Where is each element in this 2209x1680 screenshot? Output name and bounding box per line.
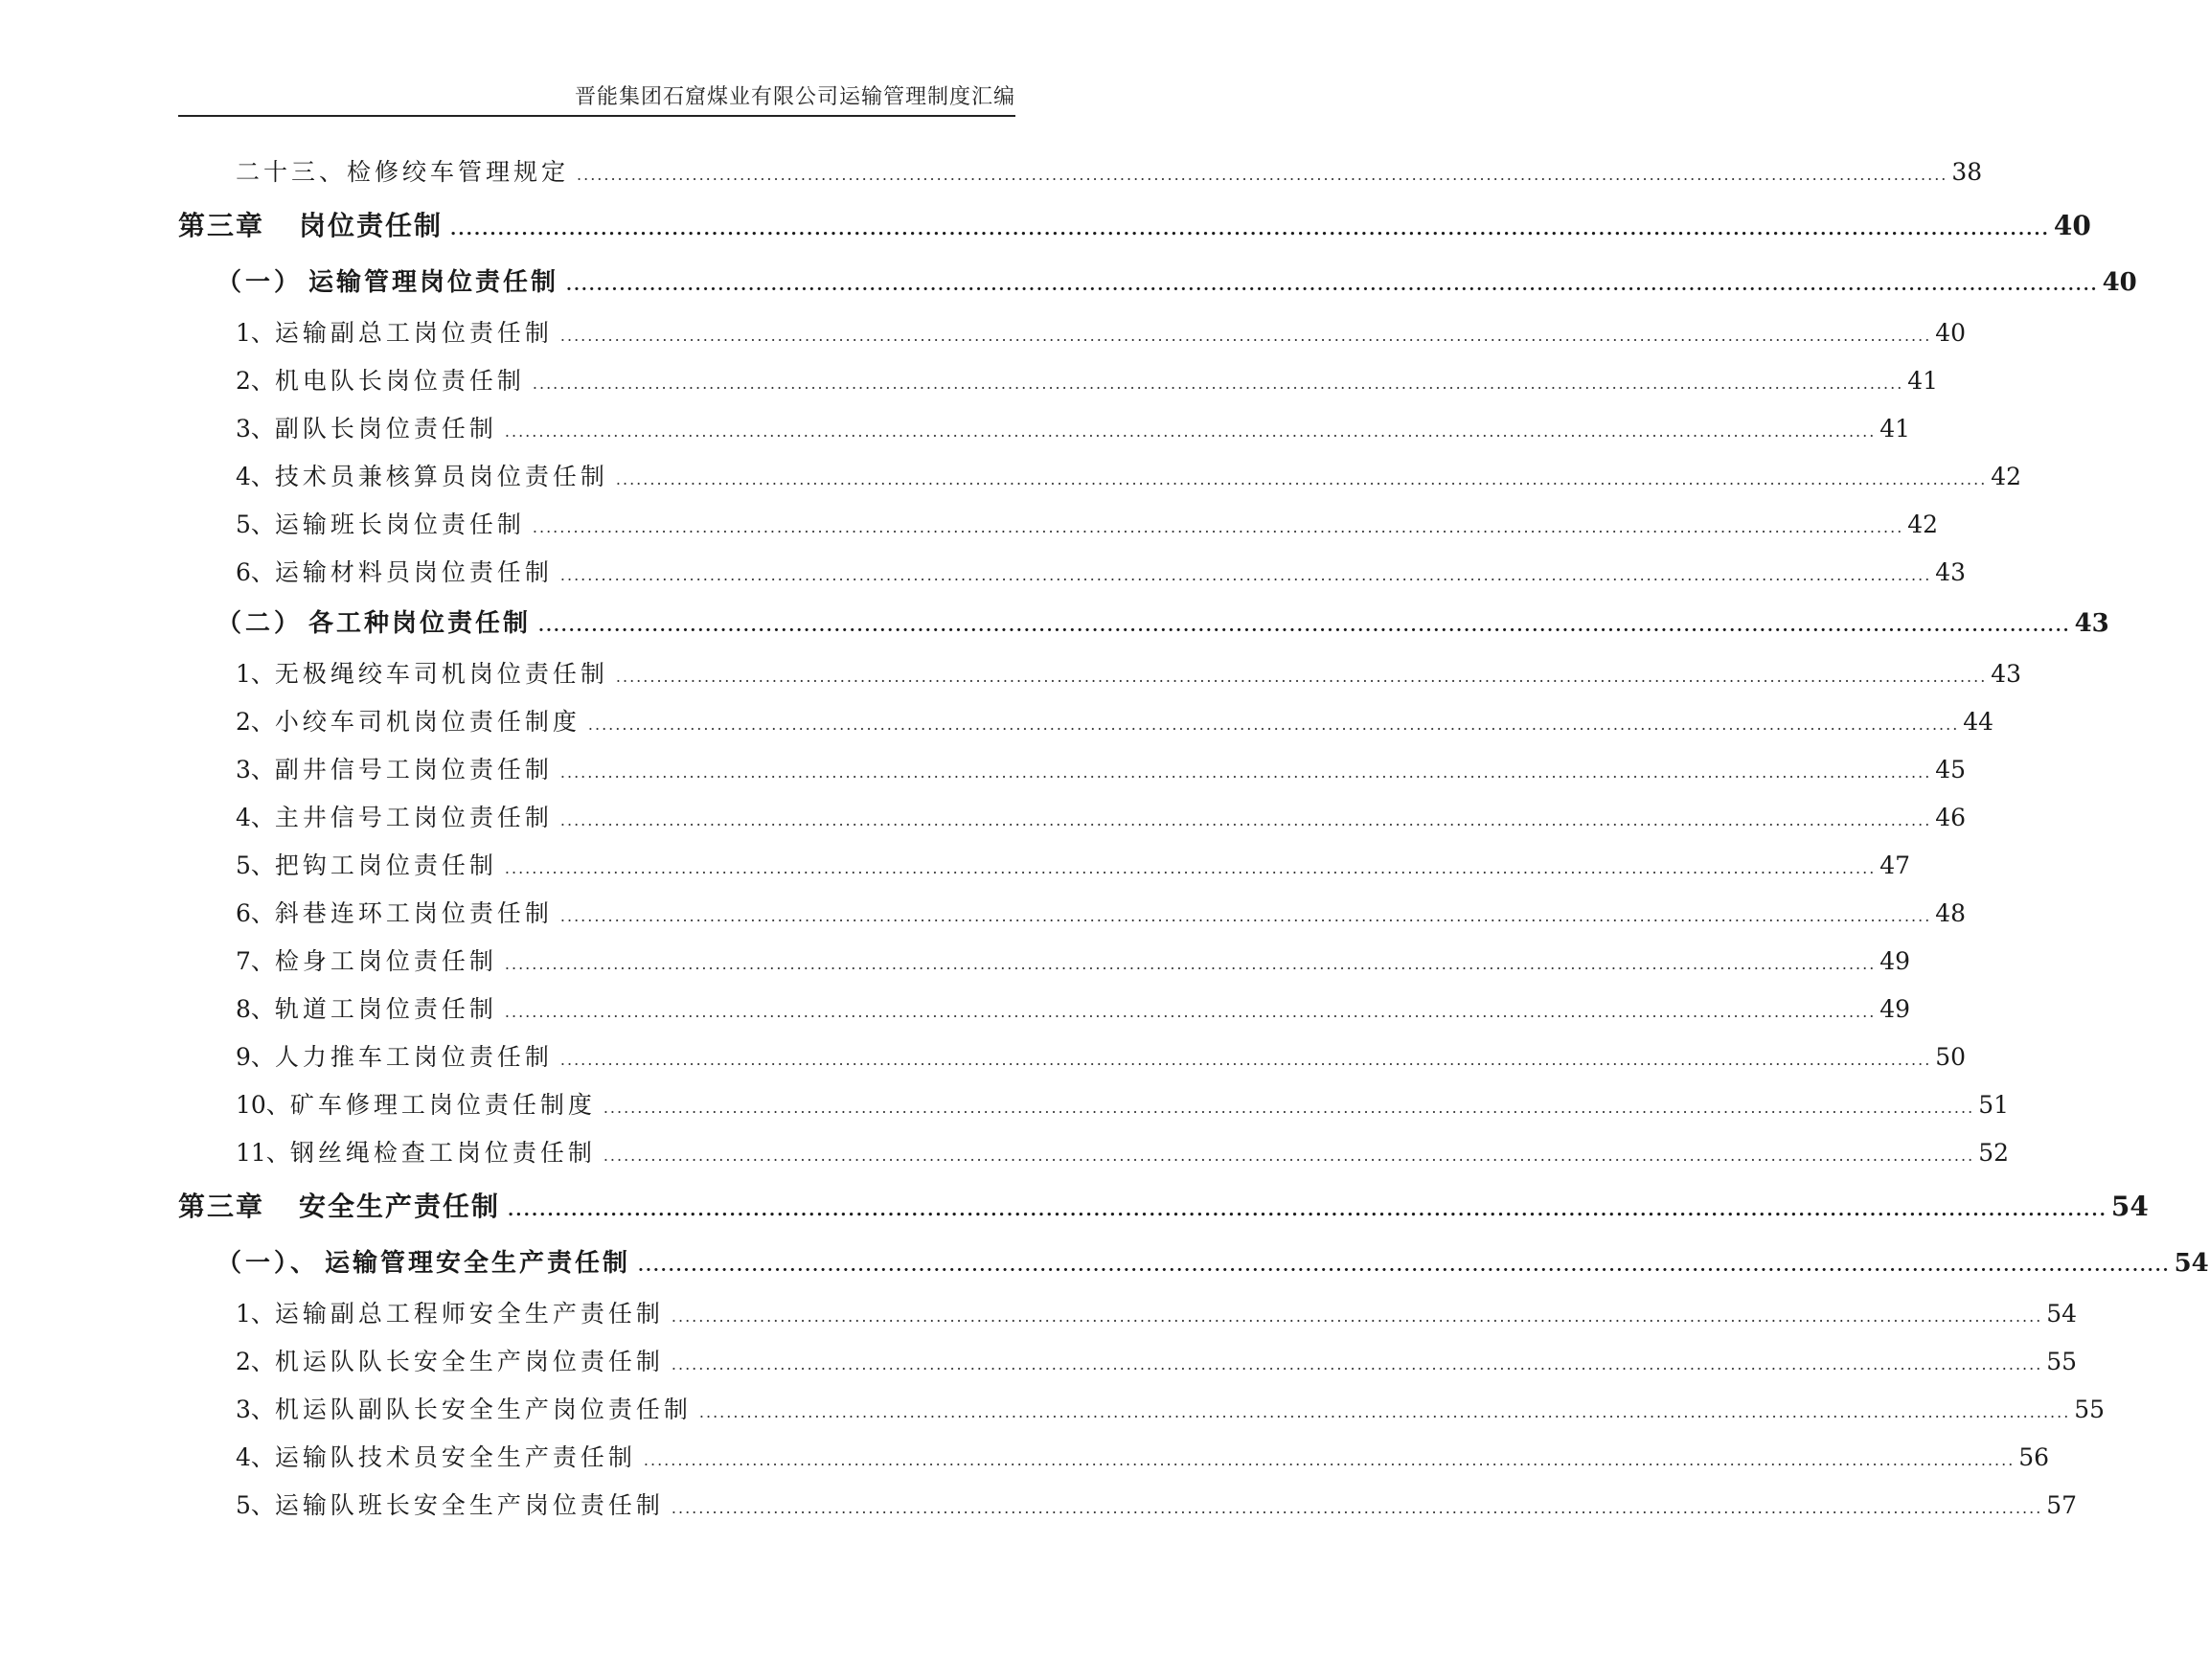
toc-page-number: 41 [1907, 367, 1939, 395]
toc-entry-number: 4、 [236, 1443, 275, 1471]
toc-entry-number: 5、 [236, 1491, 275, 1519]
toc-page-number: 52 [1978, 1139, 2009, 1167]
toc-dot-leader: .......................................................................................................................................................................................................... [603, 1099, 1975, 1117]
toc-entry-title: 运输副总工岗位责任制 [274, 319, 553, 347]
toc-entry-item[interactable] [178, 1386, 2106, 1434]
toc-entry-number: 3、 [236, 1396, 275, 1423]
toc-entry-number: 1、 [236, 1300, 275, 1328]
toc-entry-title: 副队长岗位责任制 [274, 415, 497, 443]
toc-page-number: 40 [1935, 319, 1967, 347]
toc-dot-leader: .......................................................................................................................................................................................................... [638, 1257, 2171, 1276]
toc-entry-title: 运输管理岗位责任制 [308, 268, 559, 297]
toc-dot-leader: .......................................................................................................................................................................................................... [566, 276, 2099, 295]
toc-entry-item[interactable] [178, 1129, 2009, 1177]
toc-entry-item[interactable] [178, 746, 1967, 794]
toc-entry-item[interactable] [178, 405, 1911, 453]
toc-entry-number: 4、 [236, 804, 275, 831]
toc-entry-item[interactable] [178, 148, 1983, 196]
toc-page-number: 43 [1935, 558, 1967, 586]
toc-entry-number: 4、 [236, 463, 275, 490]
toc-dot-leader: .......................................................................................................................................................................................................... [577, 166, 1948, 184]
toc-page-number: 57 [2046, 1491, 2078, 1519]
toc-page-number: 48 [1935, 899, 1967, 927]
toc-page-number: 45 [1935, 756, 1967, 783]
toc-entry-item[interactable] [178, 1338, 2078, 1386]
toc-page-number: 40 [2053, 210, 2091, 241]
toc-entry-number: 1、 [236, 319, 275, 347]
toc-entry-item[interactable] [178, 698, 1994, 746]
toc-entry-number: 8、 [236, 995, 275, 1023]
toc-page-number: 44 [1963, 708, 1994, 736]
toc-entry-title: 安全生产责任制 [299, 1191, 501, 1222]
toc-entry-section[interactable] [178, 256, 2137, 309]
toc-entry-title: 矿车修理工岗位责任制度 [289, 1091, 596, 1119]
toc-entry-title: 运输班长岗位责任制 [274, 511, 525, 538]
toc-dot-leader: .......................................................................................................................................................................................................... [559, 566, 1932, 584]
toc-page-number: 49 [1879, 947, 1911, 975]
toc-entry-number: （一）、 [216, 1249, 320, 1278]
toc-dot-leader: .......................................................................................................................................................................................................... [643, 1451, 2015, 1469]
toc-entry-number: 2、 [236, 708, 275, 736]
toc-entry-title: 运输队技术员安全生产责任制 [274, 1443, 636, 1471]
toc-dot-leader: .......................................................................................................................................................................................................... [504, 955, 1877, 973]
toc-entry-number: 第三章 [178, 1191, 265, 1222]
toc-entry-item[interactable] [178, 842, 1911, 890]
toc-page-number: 51 [1978, 1091, 2009, 1119]
header-title: 晋能集团石窟煤业有限公司运输管理制度汇编 [574, 85, 1015, 109]
toc-entry-title: 无极绳绞车司机岗位责任制 [274, 660, 608, 688]
toc-entry-title: 运输副总工程师安全生产责任制 [274, 1300, 664, 1328]
toc-entry-chapter[interactable] [178, 1177, 2149, 1237]
toc-entry-item[interactable] [178, 1482, 2078, 1530]
toc-entry-number: 5、 [236, 511, 275, 538]
toc-entry-item[interactable] [178, 501, 1939, 549]
toc-entry-item[interactable] [178, 938, 1911, 986]
toc-page-number: 50 [1935, 1043, 1967, 1071]
toc-entry-title: 人力推车工岗位责任制 [274, 1043, 553, 1071]
toc-entry-title: 小绞车司机岗位责任制度 [274, 708, 581, 736]
toc-entry-number: 10、 [236, 1091, 290, 1119]
toc-dot-leader: .......................................................................................................................................................................................................... [508, 1200, 2107, 1220]
toc-entry-number: 5、 [236, 851, 275, 879]
toc-dot-leader: .......................................................................................................................................................................................................... [671, 1307, 2043, 1326]
toc-page-number: 54 [2046, 1300, 2078, 1328]
toc-entry-title: 检身工岗位责任制 [274, 947, 497, 975]
toc-entry-title: 机电队长岗位责任制 [274, 367, 525, 395]
toc-entry-item[interactable] [178, 453, 2022, 501]
toc-entry-item[interactable] [178, 650, 2022, 698]
toc-entry-title: 岗位责任制 [299, 210, 444, 241]
toc-entry-item[interactable] [178, 1290, 2078, 1338]
toc-entry-number: （一） [216, 268, 304, 297]
toc-page-number: 47 [1879, 851, 1911, 879]
toc-entry-item[interactable] [178, 1081, 2009, 1129]
toc-entry-title: 运输管理安全生产责任制 [325, 1249, 631, 1278]
toc-page-number: 46 [1935, 804, 1967, 831]
toc-entry-title: 各工种岗位责任制 [308, 609, 532, 638]
toc-entry-item[interactable] [178, 986, 1911, 1033]
toc-dot-leader: .......................................................................................................................................................................................................... [615, 668, 1988, 686]
toc-dot-leader: .......................................................................................................................................................................................................... [559, 327, 1932, 345]
toc-dot-leader: .......................................................................................................................................................................................................... [532, 375, 1904, 393]
toc-entry-title: 二十三、检修绞车管理规定 [236, 158, 570, 186]
toc-dot-leader: .......................................................................................................................................................................................................... [559, 907, 1932, 925]
toc-dot-leader: .......................................................................................................................................................................................................... [603, 1146, 1975, 1165]
toc-dot-leader: .......................................................................................................................................................................................................... [615, 470, 1988, 488]
toc-entry-number: 第三章 [178, 210, 265, 241]
toc-dot-leader: .......................................................................................................................................................................................................... [450, 219, 2050, 239]
toc-page-number: 55 [2046, 1348, 2078, 1375]
toc-page-number: 42 [1991, 463, 2022, 490]
toc-entry-number: 11、 [236, 1139, 290, 1167]
toc-page-number: 42 [1907, 511, 1939, 538]
toc-entry-item[interactable] [178, 1033, 1967, 1081]
toc-dot-leader: .......................................................................................................................................................................................................... [504, 422, 1877, 441]
toc-dot-leader: .......................................................................................................................................................................................................... [587, 715, 1960, 734]
toc-entry-title: 副井信号工岗位责任制 [274, 756, 553, 783]
toc-page-number: 55 [2074, 1396, 2106, 1423]
toc-entry-title: 主井信号工岗位责任制 [274, 804, 553, 831]
toc-dot-leader: .......................................................................................................................................................................................................... [504, 1003, 1877, 1021]
toc-entry-section[interactable] [178, 597, 2109, 650]
toc-dot-leader: .......................................................................................................................................................................................................... [538, 617, 2071, 636]
toc-entry-title: 把钩工岗位责任制 [274, 851, 497, 879]
toc-entry-title: 技术员兼核算员岗位责任制 [274, 463, 608, 490]
toc-dot-leader: .......................................................................................................................................................................................................... [532, 518, 1904, 536]
toc-page-number: 38 [1951, 158, 1983, 186]
toc-dot-leader: .......................................................................................................................................................................................................... [559, 1051, 1932, 1069]
toc-entry-title: 轨道工岗位责任制 [274, 995, 497, 1023]
toc-entry-title: 运输队班长安全生产岗位责任制 [274, 1491, 664, 1519]
toc-page-number: 56 [2018, 1443, 2050, 1471]
toc-page-number: 40 [2102, 268, 2137, 297]
toc-entry-title: 运输材料员岗位责任制 [274, 558, 553, 586]
toc-entry-number: 6、 [236, 899, 275, 927]
toc-entry-chapter[interactable] [178, 196, 2091, 256]
toc-entry-number: 2、 [236, 367, 275, 395]
toc-entry-number: 2、 [236, 1348, 275, 1375]
toc-dot-leader: .......................................................................................................................................................................................................... [671, 1499, 2043, 1517]
toc-entry-item[interactable] [178, 309, 1967, 357]
toc-page-number: 54 [2110, 1191, 2149, 1222]
toc-entry-item[interactable] [178, 794, 1967, 842]
toc-dot-leader: .......................................................................................................................................................................................................... [698, 1403, 2071, 1421]
toc-entry-number: 1、 [236, 660, 275, 688]
toc-entry-title: 机运队队长安全生产岗位责任制 [274, 1348, 664, 1375]
toc-entry-item[interactable] [178, 1434, 2050, 1482]
toc-page-number: 41 [1879, 415, 1911, 443]
toc-entry-number: 3、 [236, 756, 275, 783]
toc-page-number: 43 [2074, 609, 2109, 638]
toc-dot-leader: .......................................................................................................................................................................................................... [559, 811, 1932, 829]
toc-entry-title: 机运队副队长安全生产岗位责任制 [274, 1396, 692, 1423]
toc-entry-section[interactable] [178, 1237, 2209, 1290]
toc-entry-number: 6、 [236, 558, 275, 586]
table-of-contents [178, 148, 2209, 1530]
toc-entry-item[interactable] [178, 890, 1967, 938]
toc-page-number: 49 [1879, 995, 1911, 1023]
toc-dot-leader: .......................................................................................................................................................................................................... [504, 859, 1877, 877]
page-header [178, 80, 1015, 117]
toc-entry-number: 7、 [236, 947, 275, 975]
toc-entry-title: 斜巷连环工岗位责任制 [274, 899, 553, 927]
toc-entry-number: 9、 [236, 1043, 275, 1071]
toc-entry-item[interactable] [178, 549, 1967, 597]
toc-dot-leader: .......................................................................................................................................................................................................... [671, 1355, 2043, 1374]
toc-entry-number: （二） [216, 609, 304, 638]
toc-entry-number: 3、 [236, 415, 275, 443]
toc-page-number: 43 [1991, 660, 2022, 688]
toc-dot-leader: .......................................................................................................................................................................................................... [559, 763, 1932, 782]
toc-entry-title: 钢丝绳检查工岗位责任制 [289, 1139, 596, 1167]
toc-page-number: 54 [2174, 1249, 2209, 1278]
toc-entry-item[interactable] [178, 357, 1939, 405]
